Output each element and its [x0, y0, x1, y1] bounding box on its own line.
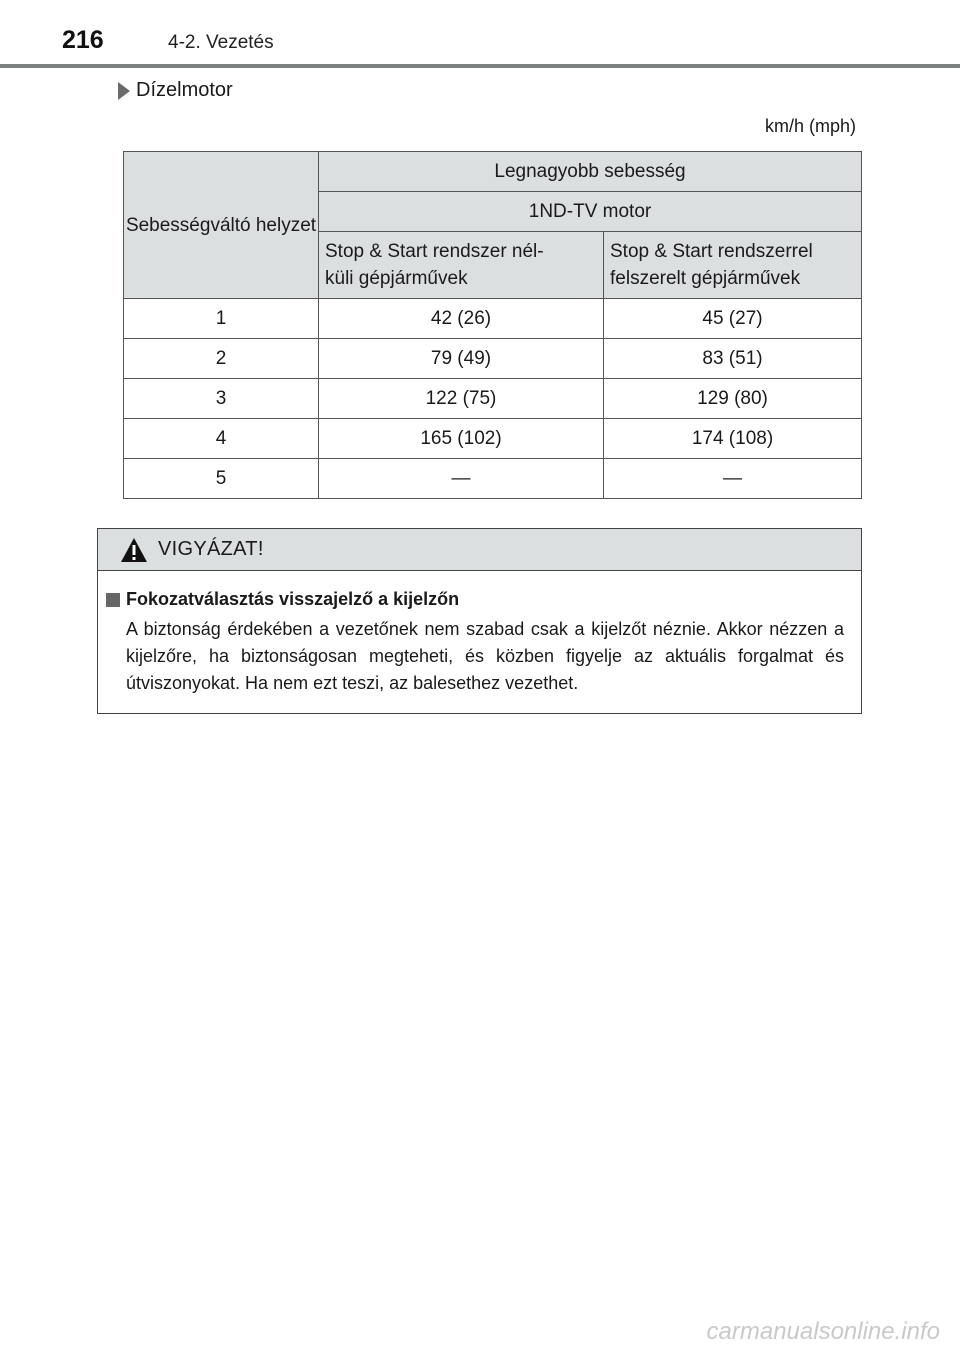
engine-header: 1ND-TV motor — [319, 192, 862, 232]
square-bullet-icon — [106, 593, 120, 607]
gear-cell: 5 — [124, 459, 319, 499]
chapter-title: 4-2. Vezetés — [168, 32, 274, 53]
speed-with-cell: 83 (51) — [604, 339, 862, 379]
gear-cell: 3 — [124, 379, 319, 419]
col-header-with-stop-start — [604, 232, 862, 299]
table-row — [124, 459, 862, 499]
table-row — [124, 339, 862, 379]
warning-box — [97, 528, 862, 714]
speed-with-cell: — — [604, 459, 862, 499]
section-heading-text: Dízelmotor — [136, 79, 233, 101]
col-header-with-line-2: felszerelt gépjárművek — [610, 268, 801, 289]
gear-position-header: Sebességváltó helyzet — [124, 152, 319, 299]
speed-without-cell: 42 (26) — [319, 299, 604, 339]
speed-without-cell: 79 (49) — [319, 339, 604, 379]
max-speed-header: Legnagyobb sebesség — [319, 152, 862, 192]
table-row — [124, 419, 862, 459]
header-divider — [0, 64, 960, 68]
gear-cell: 4 — [124, 419, 319, 459]
max-speed-table — [123, 151, 862, 499]
col-header-without-stop-start — [319, 232, 604, 299]
speed-with-cell: 45 (27) — [604, 299, 862, 339]
watermark: carmanualsonline.info — [706, 1318, 940, 1345]
page-header — [0, 0, 960, 70]
speed-with-cell: 129 (80) — [604, 379, 862, 419]
col-header-without-line-2: küli gépjárművek — [325, 268, 468, 289]
warning-header — [98, 529, 861, 571]
table-row — [124, 299, 862, 339]
gear-cell: 2 — [124, 339, 319, 379]
gear-cell: 1 — [124, 299, 319, 339]
speed-without-cell: — — [319, 459, 604, 499]
speed-without-cell: 165 (102) — [319, 419, 604, 459]
section-heading — [118, 79, 233, 102]
warning-subheading-text: Fokozatválasztás visszajelző a kijelzőn — [126, 589, 460, 609]
triangle-bullet-icon — [118, 82, 130, 100]
unit-note: km/h (mph) — [764, 116, 856, 136]
warning-text: A biztonság érdekében a vezetőnek nem szabad csak a kijelzőt néznie. Akkor nézzen a kijelzőre, ha biztonságosan megteheti, és közben figyelje az aktuális forgalmat és útviszonyokat. Ha nem ezt teszi, az balesethez vezethet. — [126, 619, 844, 693]
page-number: 216 — [62, 26, 104, 54]
col-header-without-line-1: Stop & Start rendszer nél- — [325, 241, 544, 262]
speed-without-cell: 122 (75) — [319, 379, 604, 419]
warning-title: VIGYÁZAT! — [158, 538, 264, 560]
warning-body — [98, 571, 861, 697]
speed-with-cell: 174 (108) — [604, 419, 862, 459]
col-header-with-line-1: Stop & Start rendszerrel — [610, 241, 813, 262]
warning-subheading — [106, 589, 844, 610]
table-row — [124, 379, 862, 419]
caution-icon — [120, 537, 148, 563]
